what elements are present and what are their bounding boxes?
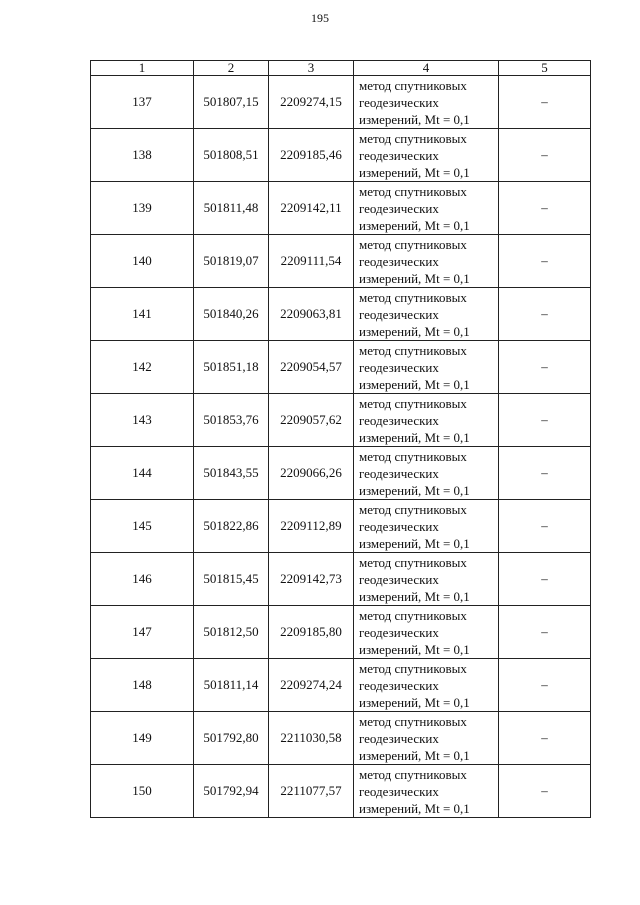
y-coordinate-cell: 2209057,62	[269, 394, 354, 447]
column-header-3: 3	[269, 61, 354, 76]
note-cell: –	[499, 235, 591, 288]
method-cell	[354, 341, 499, 394]
point-number-cell: 143	[91, 394, 194, 447]
x-coordinate-cell: 501811,14	[194, 659, 269, 712]
table-body	[91, 76, 591, 818]
method-text-line: измерений, Mt = 0,1	[359, 535, 470, 551]
y-coordinate-cell: 2209274,15	[269, 76, 354, 129]
method-cell	[354, 235, 499, 288]
method-cell	[354, 129, 499, 182]
method-text-line: геодезических	[359, 677, 439, 693]
y-coordinate-cell: 2209185,46	[269, 129, 354, 182]
method-cell	[354, 765, 499, 818]
method-text-line: измерений, Mt = 0,1	[359, 376, 470, 392]
method-text-line: метод спутниковых	[359, 607, 467, 623]
method-text-line: метод спутниковых	[359, 766, 467, 782]
column-header-2: 2	[194, 61, 269, 76]
method-text-line: метод спутниковых	[359, 289, 467, 305]
method-text-line: измерений, Mt = 0,1	[359, 747, 470, 763]
method-cell	[354, 182, 499, 235]
method-text-line: геодезических	[359, 147, 439, 163]
method-text-line: измерений, Mt = 0,1	[359, 270, 470, 286]
method-text-line: измерений, Mt = 0,1	[359, 164, 470, 180]
table-row	[91, 606, 591, 659]
x-coordinate-cell: 501815,45	[194, 553, 269, 606]
method-text-line: измерений, Mt = 0,1	[359, 482, 470, 498]
note-cell: –	[499, 341, 591, 394]
y-coordinate-cell: 2209066,26	[269, 447, 354, 500]
method-cell	[354, 606, 499, 659]
point-number-cell: 141	[91, 288, 194, 341]
method-cell	[354, 500, 499, 553]
method-text-line: геодезических	[359, 94, 439, 110]
method-text-line: метод спутниковых	[359, 183, 467, 199]
x-coordinate-cell: 501843,55	[194, 447, 269, 500]
table-row	[91, 288, 591, 341]
y-coordinate-cell: 2209142,11	[269, 182, 354, 235]
table-row	[91, 182, 591, 235]
table-row	[91, 659, 591, 712]
point-number-cell: 148	[91, 659, 194, 712]
page-number: 195	[311, 11, 329, 25]
method-text-line: измерений, Mt = 0,1	[359, 429, 470, 445]
method-text-line: метод спутниковых	[359, 660, 467, 676]
y-coordinate-cell: 2209054,57	[269, 341, 354, 394]
coordinates-table	[90, 60, 591, 818]
note-cell: –	[499, 288, 591, 341]
method-text-line: метод спутниковых	[359, 554, 467, 570]
method-text-line: геодезических	[359, 200, 439, 216]
table-row	[91, 500, 591, 553]
method-cell	[354, 553, 499, 606]
note-cell: –	[499, 76, 591, 129]
point-number-cell: 138	[91, 129, 194, 182]
method-text-line: геодезических	[359, 253, 439, 269]
note-cell: –	[499, 553, 591, 606]
note-cell: –	[499, 447, 591, 500]
method-text-line: геодезических	[359, 306, 439, 322]
note-cell: –	[499, 129, 591, 182]
method-text-line: измерений, Mt = 0,1	[359, 588, 470, 604]
method-cell	[354, 659, 499, 712]
method-text-line: измерений, Mt = 0,1	[359, 800, 470, 816]
point-number-cell: 147	[91, 606, 194, 659]
method-text-line: метод спутниковых	[359, 236, 467, 252]
x-coordinate-cell: 501811,48	[194, 182, 269, 235]
point-number-cell: 140	[91, 235, 194, 288]
table-row	[91, 447, 591, 500]
point-number-cell: 146	[91, 553, 194, 606]
method-text-line: геодезических	[359, 412, 439, 428]
method-text-line: метод спутниковых	[359, 448, 467, 464]
method-text-line: метод спутниковых	[359, 130, 467, 146]
note-cell: –	[499, 659, 591, 712]
method-text-line: геодезических	[359, 359, 439, 375]
note-cell: –	[499, 182, 591, 235]
x-coordinate-cell: 501819,07	[194, 235, 269, 288]
method-text-line: измерений, Mt = 0,1	[359, 323, 470, 339]
method-cell	[354, 712, 499, 765]
note-cell: –	[499, 606, 591, 659]
y-coordinate-cell: 2209142,73	[269, 553, 354, 606]
table-row	[91, 341, 591, 394]
note-cell: –	[499, 712, 591, 765]
point-number-cell: 137	[91, 76, 194, 129]
method-cell	[354, 76, 499, 129]
x-coordinate-cell: 501808,51	[194, 129, 269, 182]
x-coordinate-cell: 501853,76	[194, 394, 269, 447]
y-coordinate-cell: 2211030,58	[269, 712, 354, 765]
method-text-line: метод спутниковых	[359, 342, 467, 358]
table-row	[91, 712, 591, 765]
column-header-4: 4	[354, 61, 499, 76]
x-coordinate-cell: 501807,15	[194, 76, 269, 129]
table-row	[91, 765, 591, 818]
method-text-line: метод спутниковых	[359, 77, 467, 93]
method-text-line: метод спутниковых	[359, 395, 467, 411]
point-number-cell: 142	[91, 341, 194, 394]
method-text-line: метод спутниковых	[359, 713, 467, 729]
x-coordinate-cell: 501812,50	[194, 606, 269, 659]
table-row	[91, 76, 591, 129]
column-header-5: 5	[499, 61, 591, 76]
note-cell: –	[499, 394, 591, 447]
method-text-line: измерений, Mt = 0,1	[359, 694, 470, 710]
point-number-cell: 150	[91, 765, 194, 818]
method-cell	[354, 447, 499, 500]
method-text-line: метод спутниковых	[359, 501, 467, 517]
column-header-1: 1	[91, 61, 194, 76]
y-coordinate-cell: 2209274,24	[269, 659, 354, 712]
x-coordinate-cell: 501792,94	[194, 765, 269, 818]
y-coordinate-cell: 2209111,54	[269, 235, 354, 288]
y-coordinate-cell: 2211077,57	[269, 765, 354, 818]
y-coordinate-cell: 2209185,80	[269, 606, 354, 659]
method-text-line: геодезических	[359, 518, 439, 534]
table-row	[91, 235, 591, 288]
table-header-row	[91, 61, 591, 76]
method-text-line: геодезических	[359, 624, 439, 640]
note-cell: –	[499, 765, 591, 818]
x-coordinate-cell: 501822,86	[194, 500, 269, 553]
table-row	[91, 129, 591, 182]
point-number-cell: 144	[91, 447, 194, 500]
table-row	[91, 394, 591, 447]
method-text-line: геодезических	[359, 465, 439, 481]
point-number-cell: 145	[91, 500, 194, 553]
x-coordinate-cell: 501840,26	[194, 288, 269, 341]
method-text-line: геодезических	[359, 571, 439, 587]
note-cell: –	[499, 500, 591, 553]
y-coordinate-cell: 2209112,89	[269, 500, 354, 553]
method-cell	[354, 394, 499, 447]
method-text-line: измерений, Mt = 0,1	[359, 111, 470, 127]
x-coordinate-cell: 501851,18	[194, 341, 269, 394]
method-text-line: измерений, Mt = 0,1	[359, 217, 470, 233]
method-text-line: измерений, Mt = 0,1	[359, 641, 470, 657]
point-number-cell: 139	[91, 182, 194, 235]
y-coordinate-cell: 2209063,81	[269, 288, 354, 341]
point-number-cell: 149	[91, 712, 194, 765]
method-text-line: геодезических	[359, 730, 439, 746]
method-cell	[354, 288, 499, 341]
x-coordinate-cell: 501792,80	[194, 712, 269, 765]
table-row	[91, 553, 591, 606]
method-text-line: геодезических	[359, 783, 439, 799]
